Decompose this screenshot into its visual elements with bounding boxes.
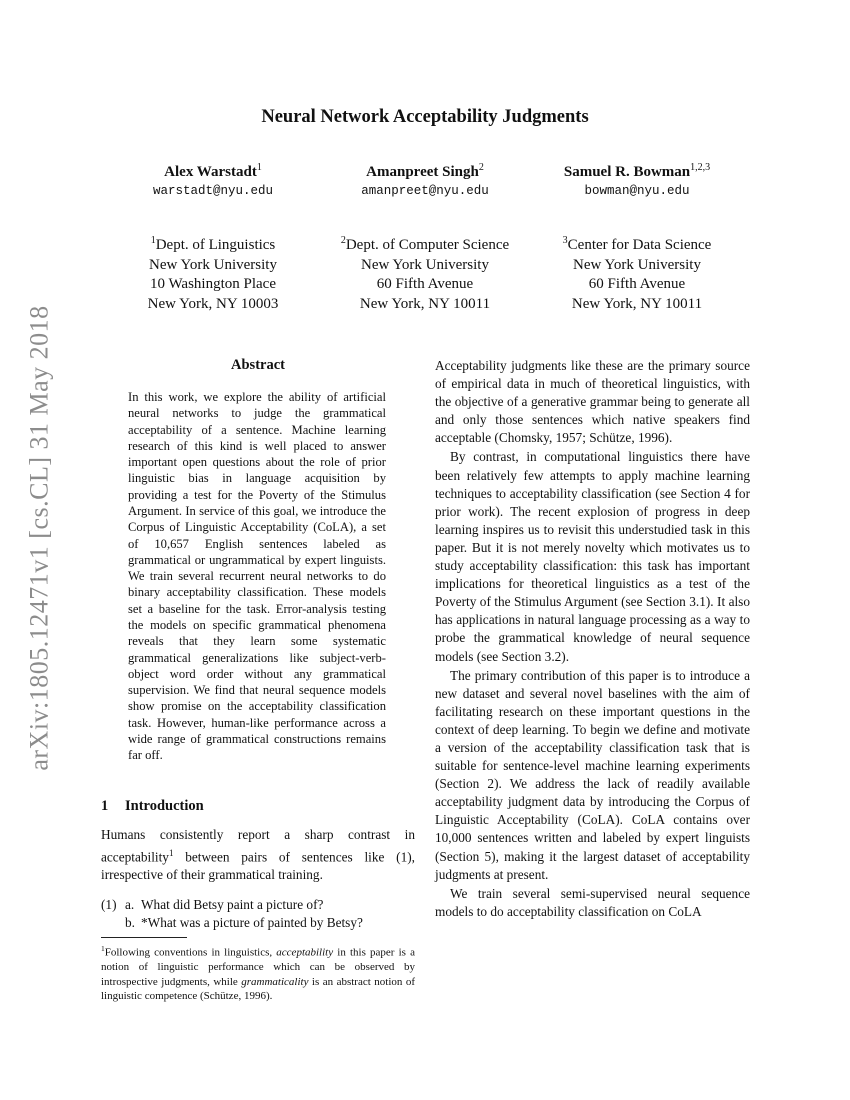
author-name-text-1: Alex Warstadt xyxy=(164,164,257,180)
footnote-1 xyxy=(101,942,415,1004)
affiliation-3-line-2: New York University xyxy=(573,256,701,273)
affiliation-2-line-2: New York University xyxy=(361,256,489,273)
body-paragraph-4: We train several semi-supervised neural sequence models to do acceptability classification on CoLA xyxy=(435,885,750,919)
affiliation-1 xyxy=(93,231,333,315)
author-sup-2: 2 xyxy=(478,162,484,173)
footnote-emphasis-1: acceptability xyxy=(276,946,334,959)
affiliation-2-line-1-text: Dept. of Computer Science xyxy=(345,237,510,253)
affiliation-3-sup: 3 xyxy=(562,235,568,246)
author-email-1: warstadt@nyu.edu xyxy=(152,184,274,198)
affiliation-3-line-1-text: Center for Data Science xyxy=(567,237,712,253)
author-name-3 xyxy=(517,158,757,182)
example-item-a xyxy=(101,896,415,914)
footnote-rule xyxy=(101,937,187,938)
footnote-text-3: is an abstract notion of linguistic competence (Schütze, 1996). xyxy=(101,975,416,1003)
example-number: (1) xyxy=(101,897,117,912)
author-name-2 xyxy=(305,158,545,182)
intro-paragraph xyxy=(101,826,415,884)
affiliation-2-sup: 2 xyxy=(340,235,346,246)
affiliation-2-line-3: 60 Fifth Avenue xyxy=(376,276,474,293)
footnote-marker: 1 xyxy=(168,848,174,858)
author-name-text-2: Amanpreet Singh xyxy=(366,164,479,180)
example-1 xyxy=(101,896,415,932)
body-paragraph-2: By contrast, in computational linguistics there have been relatively few attempts to apply machine learning techniques to acceptability classification (see Section 4 for prior work). The recent explosion of progress in deep learning inspires us to revisit this understudied task in this paper. But it is not merely novelty which motivates us to study acceptability classification: this task has important implications for theoretical linguistics as a test of the Poverty of the Stimulus Argument (see Section 3.1). It also has applications in natural language processing as a way to probe the grammatical knowledge of neural sequence models (see Section 3.2). xyxy=(435,449,750,664)
example-label-b: b. xyxy=(125,915,135,930)
example-label-a: a. xyxy=(125,897,135,912)
author-email-2: amanpreet@nyu.edu xyxy=(361,184,489,198)
affiliation-1-line-3: 10 Washington Place xyxy=(150,276,276,293)
author-email-3: bowman@nyu.edu xyxy=(584,184,690,198)
affiliation-1-line-1 xyxy=(93,231,333,256)
section-number: 1 xyxy=(101,798,109,814)
affiliation-3 xyxy=(517,231,757,315)
footnote-text-1: Following conventions in linguistics, xyxy=(104,946,277,959)
footnote-mark: 1 xyxy=(101,944,105,953)
section-title: Introduction xyxy=(125,798,204,814)
affiliation-1-line-1-text: Dept. of Linguistics xyxy=(155,237,276,253)
affiliation-1-line-2: New York University xyxy=(149,256,277,273)
author-sup-3: 1,2,3 xyxy=(690,162,711,173)
example-text-b: *What was a picture of painted by Betsy? xyxy=(141,915,363,930)
affiliation-1-line-4: New York, NY 10003 xyxy=(147,296,279,313)
affiliation-2 xyxy=(305,231,545,315)
abstract-text: In this work, we explore the ability of artificial neural networks to judge the grammatical acceptability of a sentence. Machine learning research of this kind is well placed to answer important open questions about the role of prior linguistic bias in language acquisition by providing a test for the Poverty of the Stimulus Argument. In service of this goal, we introduce the Corpus of Linguistic Acceptability (CoLA), a set of 10,657 English sentences labeled as grammatical or ungrammatical by expert linguists. We train several recurrent neural networks to do binary acceptability classification. These models set a baseline for the task. Error-analysis testing the models on specific grammatical phenomena reveals that they learn some systematic grammatical generalizations like subject-verb-object word order without any grammatical supervision. We find that neural sequence models show promise on the acceptability classification task. However, human-like performance across a wide range of grammatical constructions remains far off. xyxy=(128,390,386,763)
right-column xyxy=(435,357,750,921)
example-text-a: What did Betsy paint a picture of? xyxy=(141,897,324,912)
affiliation-3-line-4: New York, NY 10011 xyxy=(571,296,703,313)
arxiv-sidebar-stamp xyxy=(20,285,60,790)
paper-title: Neural Network Acceptability Judgments xyxy=(261,107,589,127)
affiliation-3-line-1 xyxy=(517,231,757,256)
author-name-1 xyxy=(93,158,333,182)
affiliation-2-line-4: New York, NY 10011 xyxy=(359,296,491,313)
affiliation-3-line-3: 60 Fifth Avenue xyxy=(588,276,686,293)
abstract-heading: Abstract xyxy=(231,357,285,373)
arxiv-id: arXiv:1805.12471v1 [cs.CL] 31 May 2018 xyxy=(25,304,54,771)
section-heading-introduction xyxy=(101,798,204,815)
author-block-3 xyxy=(517,158,757,201)
author-sup-1: 1 xyxy=(256,162,262,173)
affiliation-2-line-1 xyxy=(305,231,545,256)
body-paragraph-3: The primary contribution of this paper is to introduce a new dataset and several novel baselines with the aim of facilitating research on these important questions in the context of deep learning. To begin we define and motivate a version of the acceptability classification task that is suitable for sentence-level machine learning experiments (Section 2). We address the lack of readily available acceptability judgment data by introducing the Corpus of Linguistic Acceptability (CoLA). CoLA contains over 10,000 sentences written and labeled by expert linguists (Section 5), making it the largest dataset of acceptability judgments at present. xyxy=(435,667,750,882)
author-block-1 xyxy=(93,158,333,201)
affiliation-1-sup: 1 xyxy=(150,235,156,246)
intro-text-before: Humans consistently report a sharp contrast in acceptability xyxy=(101,827,415,865)
author-name-text-3: Samuel R. Bowman xyxy=(563,164,691,180)
footnote-emphasis-2: grammaticality xyxy=(241,975,309,988)
footnote-text-2: in this paper is a notion of linguistic performance which can be observed by introspective judgments, while xyxy=(101,946,415,988)
example-item-b xyxy=(101,914,415,932)
intro-text-after: between pairs of sentences like (1), irrespective of their grammatical training. xyxy=(101,849,415,883)
body-paragraph-1: Acceptability judgments like these are the primary source of empirical data in much of theoretical linguistics, with the objective of a generative grammar being to generate all and only those sentences which native speakers find acceptable (Chomsky, 1957; Schütze, 1996). xyxy=(435,358,750,446)
author-block-2 xyxy=(305,158,545,201)
